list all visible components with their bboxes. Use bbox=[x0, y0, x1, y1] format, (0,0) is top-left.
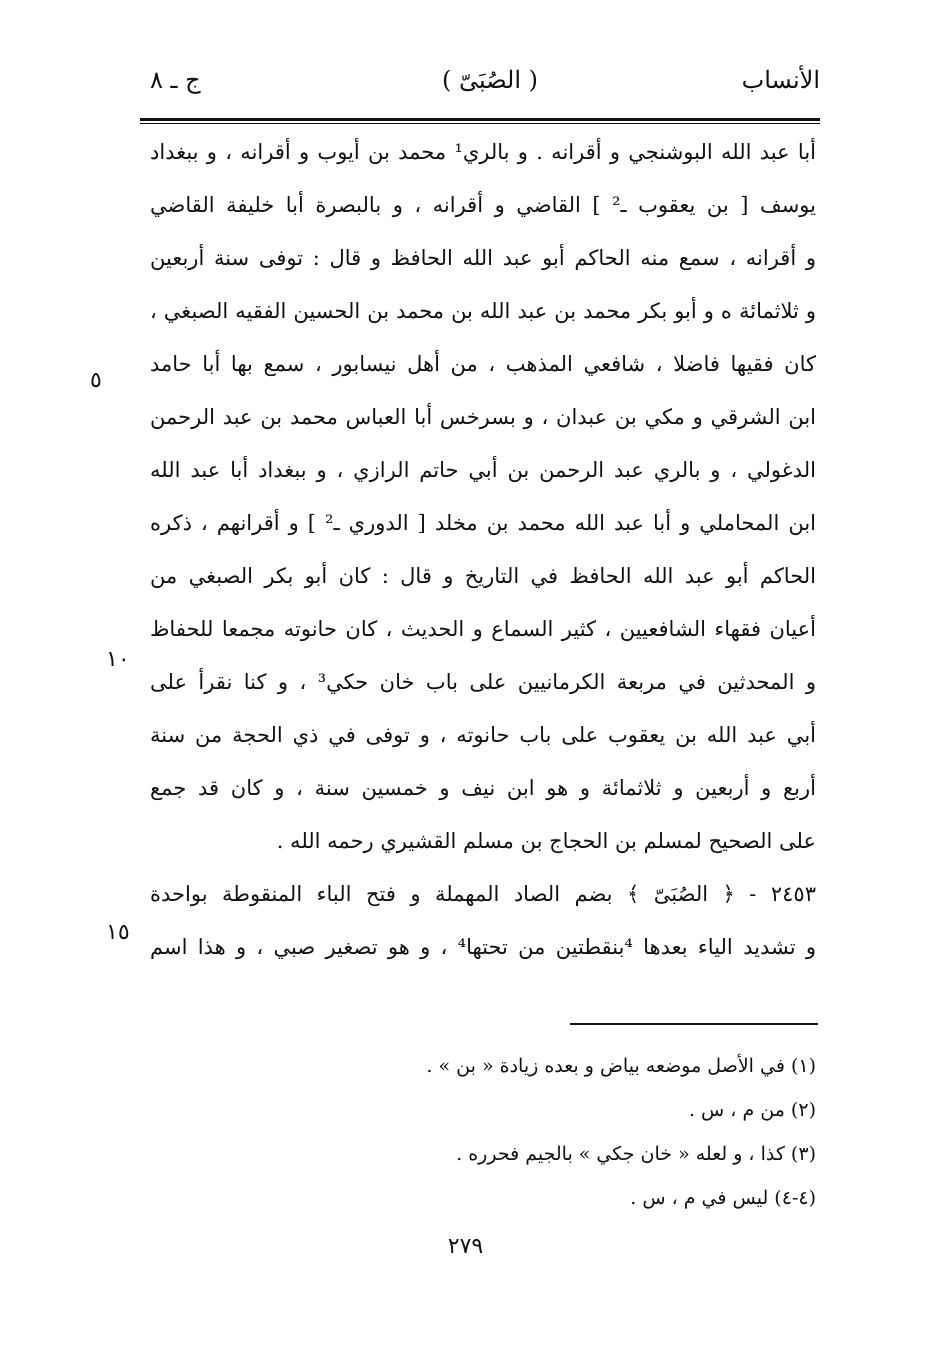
line-number-5: ٥ bbox=[90, 368, 102, 393]
line-number-10: ١٠ bbox=[106, 647, 130, 672]
text-line: على الصحيح لمسلم بن الحجاج بن مسلم القشيري رحمه الله . bbox=[276, 829, 816, 853]
text-line: أبا عبد الله البوشنجي و أقرانه . و بالري¹ محمد بن أيوب و أقرانه ، و ببغداد bbox=[150, 140, 816, 164]
text-line: أربع و أربعين و ثلاثمائة و هو ابن نيف و خمسين سنة ، و كان قد جمع bbox=[150, 776, 816, 800]
text-line: و ثلاثمائة ه و أبو بكر محمد بن عبد الله بن محمد بن الحسين الفقيه الصبغي ، bbox=[150, 299, 816, 323]
volume-label: ج ـ ٨ bbox=[150, 66, 201, 94]
footnote: (٣) كذا ، و لعله « خان جكي » بالجيم فحرره . bbox=[456, 1143, 816, 1165]
page-number: ٢٧٩ bbox=[447, 1234, 484, 1259]
text-line: الدغولي ، و بالري عبد الرحمن بن أبي حاتم الرازي ، و ببغداد أبا عبد الله bbox=[150, 458, 816, 482]
text-line: و تشديد الياء بعدها ⁴بنقطتين من تحتها⁴ ، و هو تصغير صبي ، و هذا اسم bbox=[150, 935, 816, 959]
book-title: الأنساب bbox=[741, 66, 820, 94]
text-line: و أقرانه ، سمع منه الحاكم أبو عبد الله الحافظ و قال : توفى سنة أربعين bbox=[150, 246, 816, 270]
text-line: الحاكم أبو عبد الله الحافظ في التاريخ و قال : كان أبو بكر الصبغي من bbox=[150, 564, 816, 588]
running-header bbox=[150, 60, 820, 100]
main-text bbox=[150, 126, 816, 974]
text-line: أبي عبد الله بن يعقوب على باب حانوته ، و توفى في ذي الحجة من سنة bbox=[150, 723, 816, 747]
footnote-rule bbox=[570, 1023, 818, 1025]
text-line: كان فقيها فاضلا ، شافعي المذهب ، من أهل نيسابور ، سمع بها أبا حامد bbox=[150, 352, 816, 376]
line-number-15: ١٥ bbox=[106, 920, 130, 945]
entry-word: ( الصُبَىّ ) bbox=[441, 66, 539, 94]
text-line: أعيان فقهاء الشافعيين ، كثير السماع و الحديث ، كان حانوته مجمعا للحفاظ bbox=[150, 617, 816, 641]
text-line: و المحدثين في مربعة الكرمانيين على باب خان حكي³ ، و كنا نقرأ على bbox=[150, 670, 816, 694]
entry-heading-line: ٢٤٥٣ - ﴿ الصُبَىّ ﴾ بضم الصاد المهملة و فتح الباء المنقوطة بواحدة bbox=[150, 882, 816, 906]
text-line: ابن الشرقي و مكي بن عبدان ، و بسرخس أبا العباس محمد بن عبد الرحمن bbox=[150, 405, 816, 429]
header-rule-thin bbox=[140, 123, 820, 124]
footnotes bbox=[300, 1044, 816, 1220]
footnote: (٢) من م ، س . bbox=[688, 1099, 816, 1121]
footnote: (١) في الأصل موضعه بياض و بعده زيادة « بن » . bbox=[426, 1055, 816, 1077]
footnote: (٤-٤) ليس في م ، س . bbox=[630, 1187, 816, 1209]
text-line: ابن المحاملي و أبا عبد الله محمد بن مخلد [ الدوري ـ² ] و أقرانهم ، ذكره bbox=[150, 511, 816, 535]
text-line: يوسف [ بن يعقوب ـ² ] القاضي و أقرانه ، و بالبصرة أبا خليفة القاضي bbox=[150, 193, 816, 217]
header-rule bbox=[140, 118, 820, 121]
